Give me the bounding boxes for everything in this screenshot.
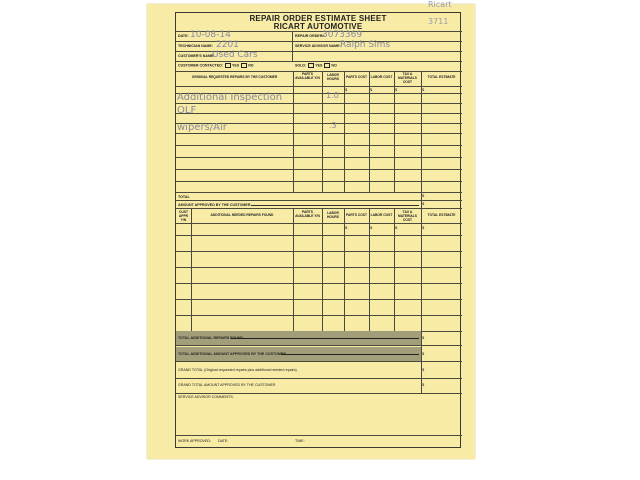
labor-hours-2[interactable]: - [321,101,324,110]
service-advisor-value[interactable]: Ralph Sims [340,40,391,50]
repair-order-label: REPAIR ORDER#: [295,34,326,38]
technician-value[interactable]: 2201 [216,40,239,50]
total-add-approved-label: TOTAL ADDITIONAL AMOUNT APPROVED BY THE CUSTOMER [178,352,286,356]
requested-item-2[interactable]: OLF [177,105,197,116]
labor-hours-1[interactable]: 1.0 [326,91,339,100]
total-estimate-dollar: $ [422,87,425,92]
col-add-total-estimate: TOTAL ESTIMATE [427,213,456,217]
col-labor-hours: LABOR HOURS [327,73,339,81]
contacted-yes-checkbox[interactable] [225,63,231,68]
add-parts-cost-dollar: $ [345,225,348,230]
grand-approved-dollar: $ [422,382,425,387]
labor-cost-dollar: $ [370,87,373,92]
date-value[interactable]: 10-08-14 [190,30,231,40]
col-original-repairs: ORIGINAL REQUESTED REPAIRS BY THE CUSTOMER [191,75,278,79]
yes-label: YES [232,63,240,68]
col-add-tax-materials: TAX & MATERIALS COST [398,210,417,222]
customer-name-label: CUSTOMER'S NAME: [178,54,215,58]
approved-arrow [251,205,419,206]
sold-no-checkbox[interactable] [324,63,330,68]
total-dollar: $ [422,193,425,198]
comments-label: SERVICE ADVISOR COMMENTS: [178,395,234,399]
customer-contacted-label: CUSTOMER CONTACTED: [178,63,223,68]
repair-order-form [175,12,461,448]
total-found-label: TOTAL ADDITIONAL REPAIRS FOUND [178,336,244,340]
amount-approved-label: AMOUNT APPROVED BY THE CUSTOMER [178,203,251,207]
total-found-dollar: $ [422,335,425,340]
total-label: TOTAL [178,195,190,199]
total-add-approved-arrow [281,354,419,355]
sold-no-label: NO [331,63,337,68]
total-add-approved-dollar: $ [422,351,425,356]
approved-dollar: $ [422,201,425,206]
customer-name-value[interactable]: Used Cars [212,50,258,60]
repair-order-value[interactable]: 3073369 [322,30,363,40]
requested-item-3[interactable]: wipers/Air [177,122,227,133]
col-total-estimate: TOTAL ESTIMATE [427,75,456,79]
corner-note-number: 3711 [428,17,449,26]
col-add-parts-available: PARTS AVAILABLE Y/N [295,210,320,218]
total-found-arrow [231,338,419,339]
col-cust-approved: CUST APPR Y/N [178,210,189,222]
contacted-no-checkbox[interactable] [241,63,247,68]
sold-label: SOLD: [295,63,307,68]
add-total-dollar: $ [422,225,425,230]
service-advisor-label: SERVICE ADVISOR NAME: [295,44,341,48]
sold-row [295,63,337,68]
add-tax-cost-dollar: $ [395,225,398,230]
grand-total-dollar: $ [422,367,425,372]
tax-cost-dollar: $ [395,87,398,92]
grand-approved-label: GRAND TOTAL AMOUNT APPROVED BY THE CUSTOMER [178,383,276,387]
sold-yes-checkbox[interactable] [308,63,314,68]
comments-area[interactable] [178,401,458,433]
labor-hours-3[interactable]: .3 [329,121,337,130]
approval-time-label: TIME: [295,439,305,443]
col-tax-materials: TAX & MATERIALS COST [398,72,417,84]
no-label: NO [248,63,254,68]
col-parts-cost: PARTS COST [345,75,367,79]
technician-label: TECHNICIAN NAME: [178,44,213,48]
work-approved-label: WORK APPROVED: [178,439,211,443]
col-parts-available: PARTS AVAILABLE Y/N [295,72,320,80]
approval-date-label: DATE: [218,439,229,443]
col-add-labor-hours: LABOR HOURS [327,211,339,219]
customer-contacted-row [178,63,254,68]
company-name: RICART AUTOMOTIVE [273,22,363,31]
col-additional-repairs: ADDITIONAL NEEDED REPAIRS FOUND [210,213,274,217]
corner-note-top: Ricart [428,0,452,9]
add-labor-cost-dollar: $ [370,225,373,230]
col-add-parts-cost: PARTS COST [345,213,367,217]
requested-item-1[interactable]: Additional Inspection [177,92,283,103]
date-label: DATE: [178,34,189,38]
form-title: REPAIR ORDER ESTIMATE SHEET [249,14,387,23]
col-add-labor-cost: LABOR COST [370,213,393,217]
col-labor-cost: LABOR COST [370,75,393,79]
sold-yes-label: YES [315,63,323,68]
parts-cost-dollar: $ [345,87,348,92]
grand-total-label: GRAND TOTAL (Original requested repairs plus additional needed repairs) [178,368,297,372]
